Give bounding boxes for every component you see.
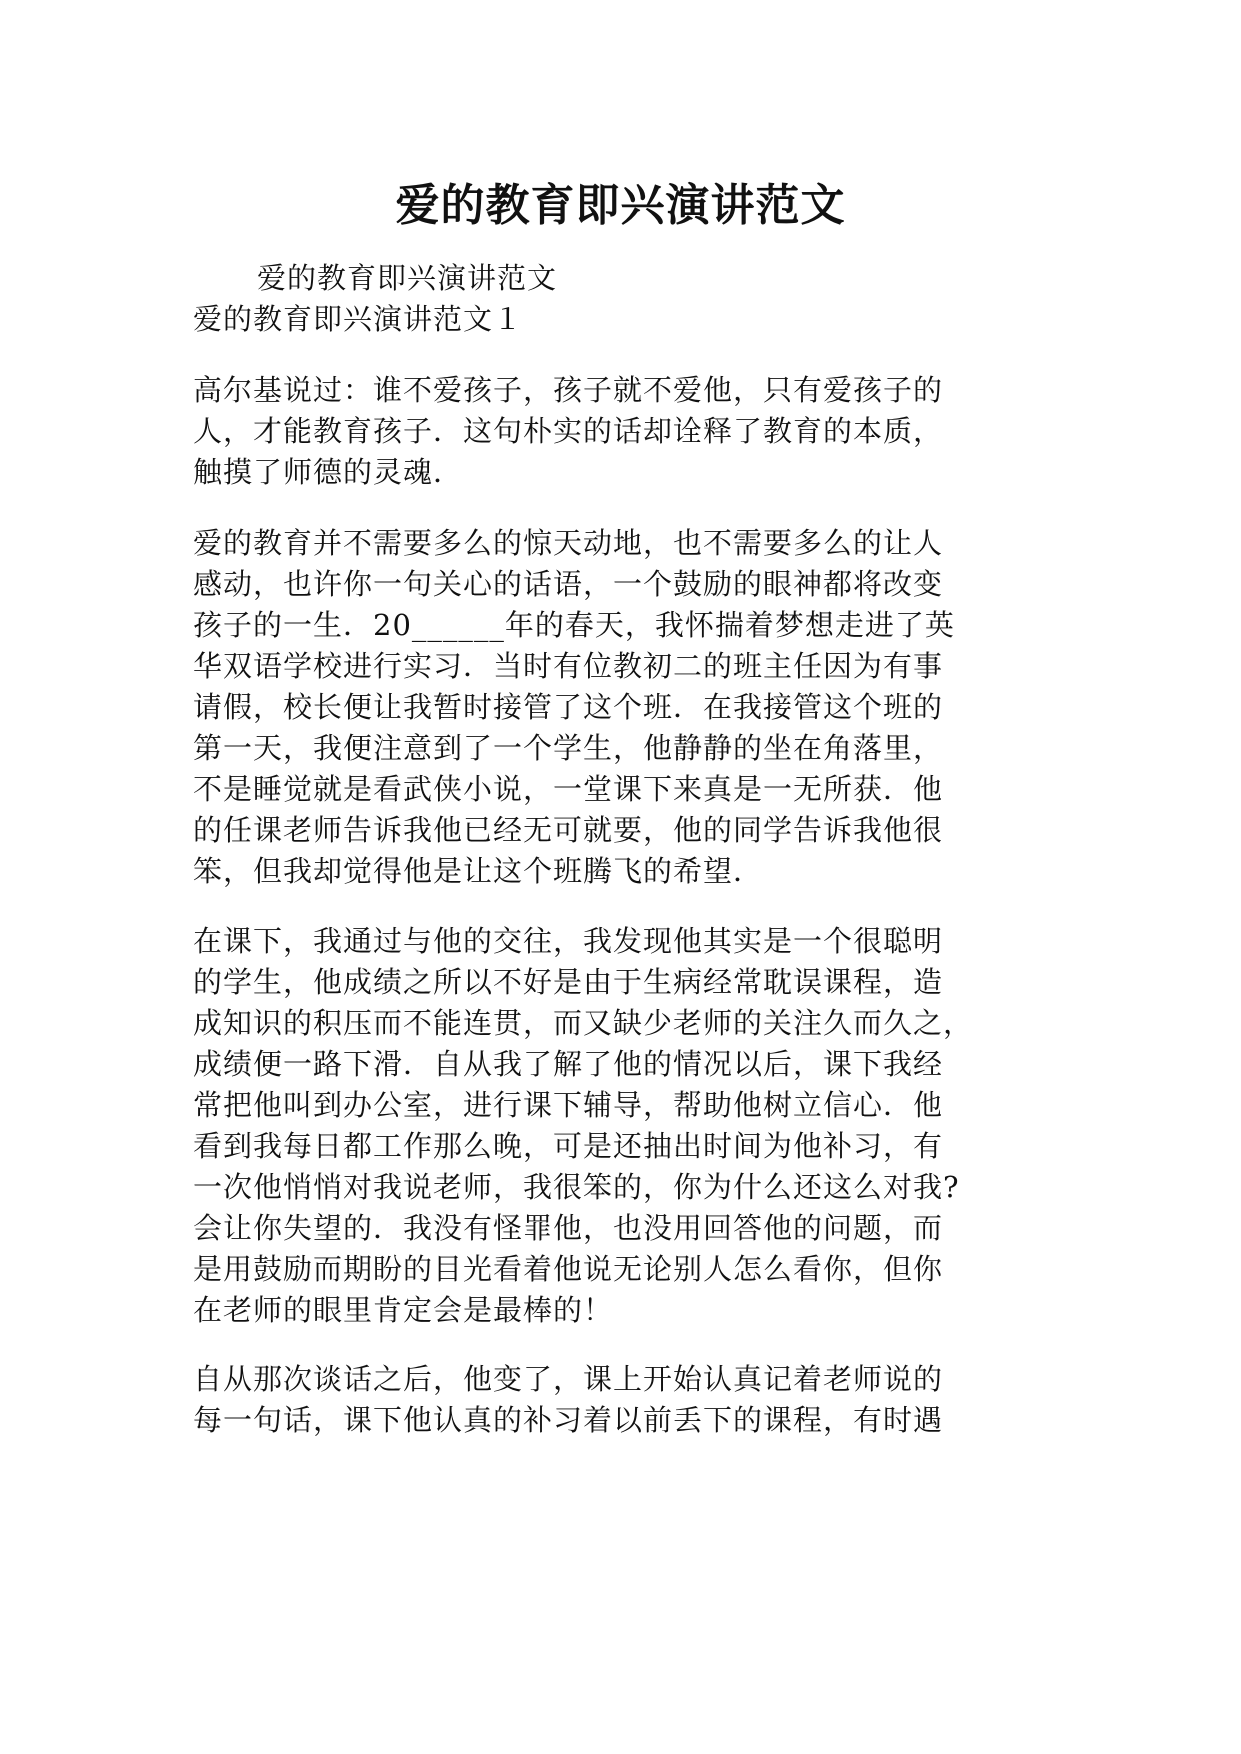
document-subtitle: 爱的教育即兴演讲范文 <box>257 261 558 295</box>
paragraph-line: 的任课老师告诉我他已经无可就要，他的同学告诉我他很 <box>193 813 944 847</box>
paragraph-line: 华双语学校进行实习．当时有位教初二的班主任因为有事 <box>193 649 944 683</box>
paragraph-line: 人，才能教育孩子．这句朴实的话却诠释了教育的本质， <box>193 414 944 448</box>
paragraph-line: 高尔基说过：谁不爱孩子，孩子就不爱他，只有爱孩子的 <box>193 373 944 407</box>
paragraph-line: 是用鼓励而期盼的目光看着他说无论别人怎么看你，但你 <box>193 1252 944 1286</box>
paragraph-line: 每一句话，课下他认真的补习着以前丢下的课程，有时遇 <box>193 1403 944 1437</box>
paragraph-line: 不是睡觉就是看武侠小说，一堂课下来真是一无所获．他 <box>193 772 944 806</box>
paragraph-line: 常把他叫到办公室，进行课下辅导，帮助他树立信心．他 <box>193 1088 944 1122</box>
paragraph-line: 在老师的眼里肯定会是最棒的！ <box>193 1293 614 1327</box>
document-title: 爱的教育即兴演讲范文 <box>395 180 846 231</box>
paragraph-line: 会让你失望的．我没有怪罪他，也没用回答他的问题，而 <box>193 1211 944 1245</box>
paragraph-line: 成知识的积压而不能连贯，而又缺少老师的关注久而久之， <box>193 1006 974 1040</box>
paragraph-line: 请假，校长便让我暂时接管了这个班．在我接管这个班的 <box>193 690 944 724</box>
paragraph-line: 感动，也许你一句关心的话语，一个鼓励的眼神都将改变 <box>193 567 944 601</box>
paragraph-line: 孩子的一生．20______年的春天，我怀揣着梦想走进了英 <box>193 608 955 642</box>
paragraph-line: 的学生，他成绩之所以不好是由于生病经常耽误课程，造 <box>193 965 944 999</box>
paragraph-3 <box>193 921 1038 1331</box>
paragraph-1 <box>193 370 1038 493</box>
paragraph-line: 看到我每日都工作那么晚，可是还抽出时间为他补习，有 <box>193 1129 944 1163</box>
paragraph-line: 第一天，我便注意到了一个学生，他静静的坐在角落里， <box>193 731 944 765</box>
heading-block <box>193 258 1038 340</box>
paragraph-2 <box>193 523 1038 892</box>
paragraph-line: 笨，但我却觉得他是让这个班腾飞的希望． <box>193 854 764 888</box>
paragraph-line: 在课下，我通过与他的交往，我发现他其实是一个很聪明 <box>193 924 944 958</box>
section-heading: 爱的教育即兴演讲范文１ <box>193 302 524 336</box>
paragraph-4 <box>193 1359 1038 1441</box>
paragraph-line: 触摸了师德的灵魂． <box>193 455 464 489</box>
paragraph-line: 自从那次谈话之后，他变了，课上开始认真记着老师说的 <box>193 1362 944 1396</box>
paragraph-line: 爱的教育并不需要多么的惊天动地，也不需要多么的让人 <box>193 526 944 560</box>
paragraph-line: 一次他悄悄对我说老师，我很笨的，你为什么还这么对我? <box>193 1170 960 1204</box>
paragraph-line: 成绩便一路下滑．自从我了解了他的情况以后，课下我经 <box>193 1047 944 1081</box>
